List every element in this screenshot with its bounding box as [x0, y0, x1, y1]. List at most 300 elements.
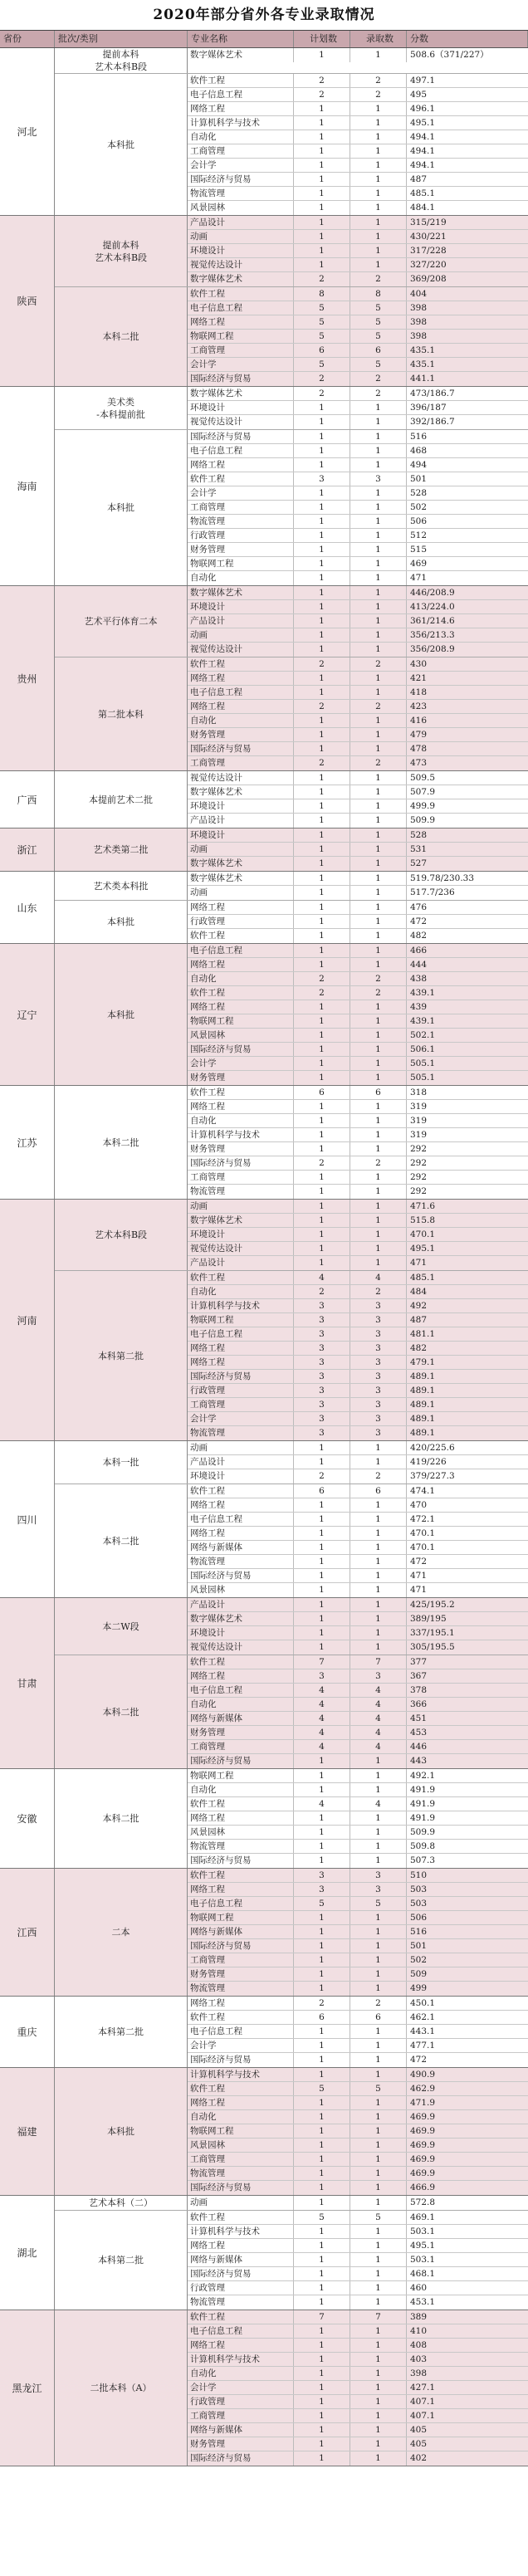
major-cell: 国际经济与贸易 — [188, 1569, 294, 1582]
score-cell: 516 — [410, 432, 428, 442]
table-row — [188, 1299, 528, 1313]
admit-cell: 1 — [350, 2153, 407, 2166]
admit-cell: 1 — [350, 799, 407, 813]
batch-name: 本科二批 — [55, 1086, 188, 1199]
table-row — [188, 600, 528, 614]
major-cell: 工商管理 — [188, 501, 294, 514]
admit-cell: 1 — [350, 48, 407, 62]
admit-cell: 1 — [350, 1939, 407, 1953]
score-cell: 479.1 — [410, 1357, 436, 1367]
admit-cell: 4 — [350, 1740, 407, 1753]
major-cell: 网络工程 — [188, 958, 294, 971]
admit-cell: 1 — [350, 1000, 407, 1014]
admit-cell: 1 — [350, 2039, 407, 2052]
admit-cell: 1 — [350, 1014, 407, 1028]
score-cell: 515.8 — [410, 1215, 436, 1225]
batch-name: 本科批 — [55, 2068, 188, 2195]
major-cell: 自动化 — [188, 972, 294, 985]
admit-cell: 1 — [350, 1754, 407, 1768]
plan-cell: 1 — [294, 2196, 350, 2210]
major-cell: 网络工程 — [188, 1997, 294, 2010]
admit-cell: 7 — [350, 1655, 407, 1669]
major-cell: 产品设计 — [188, 216, 294, 229]
admit-cell: 1 — [350, 1071, 407, 1085]
table-row — [188, 1712, 528, 1726]
admit-cell: 1 — [350, 216, 407, 229]
batch-group — [55, 771, 528, 828]
plan-cell: 1 — [294, 2423, 350, 2437]
plan-cell: 1 — [294, 628, 350, 642]
admit-cell: 1 — [350, 1598, 407, 1611]
admit-cell: 1 — [350, 1185, 407, 1199]
score-cell: 492 — [410, 1301, 428, 1311]
score-cell: 389/195 — [410, 1614, 447, 1624]
score-cell: 453.1 — [410, 2297, 436, 2307]
table-row — [188, 771, 528, 785]
major-cell: 网络工程 — [188, 1811, 294, 1825]
batch-group — [55, 430, 528, 585]
province-name: 安徽 — [0, 1769, 55, 1868]
table-row — [188, 2110, 528, 2124]
table-row — [188, 173, 528, 187]
admit-cell: 1 — [350, 686, 407, 699]
score-cell: 519.78/230.33 — [410, 873, 475, 883]
admit-cell: 1 — [350, 814, 407, 828]
score-cell: 491.9 — [410, 1799, 436, 1809]
admit-cell: 2 — [350, 700, 407, 713]
admit-cell: 1 — [350, 929, 407, 943]
score-cell: 477.1 — [410, 2041, 436, 2051]
plan-cell: 1 — [294, 1014, 350, 1028]
plan-cell: 1 — [294, 1527, 350, 1540]
table-row — [188, 2451, 528, 2466]
batch-name: 二本 — [55, 1869, 188, 1996]
table-row — [188, 1883, 528, 1897]
admit-cell: 4 — [350, 1712, 407, 1725]
score-cell: 438 — [410, 974, 428, 984]
score-cell: 407.1 — [410, 2411, 436, 2421]
province-block — [0, 771, 528, 829]
batch-name: 二批本科（A） — [55, 2310, 188, 2466]
admit-cell: 1 — [350, 742, 407, 755]
batch-group — [55, 2310, 528, 2466]
major-cell: 国际经济与贸易 — [188, 1156, 294, 1170]
table-row — [188, 2011, 528, 2025]
admit-cell: 2 — [350, 972, 407, 985]
table-row — [188, 886, 528, 900]
plan-cell: 1 — [294, 159, 350, 172]
admit-cell: 1 — [350, 785, 407, 799]
score-cell: 435.1 — [410, 359, 436, 369]
table-row — [188, 1426, 528, 1440]
table-row — [188, 2409, 528, 2423]
plan-cell: 1 — [294, 1640, 350, 1655]
score-cell: 476 — [410, 902, 428, 912]
major-cell: 会计学 — [188, 2381, 294, 2394]
plan-cell: 1 — [294, 886, 350, 900]
table-row — [188, 2437, 528, 2451]
table-row — [188, 1769, 528, 1783]
plan-cell: 1 — [294, 1228, 350, 1241]
score-cell: 471 — [410, 1571, 428, 1581]
plan-cell: 1 — [294, 958, 350, 971]
major-cell: 数字媒体艺术 — [188, 272, 294, 286]
score-cell: 512 — [410, 530, 428, 540]
province-block — [0, 2310, 528, 2466]
score-cell: 377 — [410, 1657, 428, 1667]
table-row — [188, 272, 528, 286]
score-cell: 496.1 — [410, 104, 436, 114]
admit-cell: 1 — [350, 1953, 407, 1967]
plan-cell: 7 — [294, 2310, 350, 2324]
score-cell: 487 — [410, 1315, 428, 1325]
score-cell: 398 — [410, 331, 428, 341]
batch-group — [55, 1997, 528, 2067]
score-cell: 489.1 — [410, 1414, 436, 1424]
batch-group — [55, 287, 528, 386]
major-cell: 动画 — [188, 843, 294, 856]
score-cell: 495 — [410, 90, 428, 100]
batch-name: 提前本科 艺术本科B段 — [55, 216, 188, 286]
table-row — [188, 301, 528, 315]
score-cell: 509.9 — [410, 1827, 436, 1837]
major-cell: 工商管理 — [188, 144, 294, 158]
plan-cell: 1 — [294, 1441, 350, 1454]
table-header — [0, 31, 528, 48]
page-title: 2020年部分省外各专业录取情况 — [0, 0, 528, 31]
batch-name: 艺术本科（二） — [55, 2196, 188, 2210]
plan-cell: 4 — [294, 1698, 350, 1711]
admit-cell: 1 — [350, 1911, 407, 1924]
header-plan: 计划数 — [294, 31, 350, 47]
plan-cell: 1 — [294, 1826, 350, 1839]
table-row — [188, 1498, 528, 1513]
table-row — [188, 486, 528, 501]
admit-cell: 3 — [350, 1412, 407, 1425]
plan-cell: 1 — [294, 543, 350, 556]
province-name: 陕西 — [0, 216, 55, 386]
plan-cell: 2 — [294, 1156, 350, 1170]
table-row — [188, 1029, 528, 1043]
table-row — [188, 2211, 528, 2225]
score-cell: 470 — [410, 1500, 428, 1510]
major-cell: 网络工程 — [188, 315, 294, 329]
admit-cell: 1 — [350, 571, 407, 585]
table-row — [188, 2310, 528, 2324]
table-row — [188, 144, 528, 159]
table-row — [188, 915, 528, 929]
score-cell: 405 — [410, 2439, 428, 2449]
plan-cell: 4 — [294, 1712, 350, 1725]
major-cell: 国际经济与贸易 — [188, 1754, 294, 1768]
admit-cell: 1 — [350, 501, 407, 514]
plan-cell: 1 — [294, 600, 350, 613]
plan-cell: 1 — [294, 829, 350, 842]
major-cell: 软件工程 — [188, 1655, 294, 1669]
admit-cell: 1 — [350, 1640, 407, 1655]
major-cell: 软件工程 — [188, 2211, 294, 2224]
table-row — [188, 216, 528, 230]
table-row — [188, 1214, 528, 1228]
major-cell: 数字媒体艺术 — [188, 857, 294, 871]
table-row — [188, 458, 528, 472]
plan-cell: 3 — [294, 472, 350, 486]
major-cell: 财务管理 — [188, 1967, 294, 1981]
admit-cell: 1 — [350, 944, 407, 957]
admit-cell: 1 — [350, 543, 407, 556]
major-cell: 电子信息工程 — [188, 88, 294, 101]
score-cell: 482 — [410, 931, 428, 941]
major-cell: 网络与新媒体 — [188, 2423, 294, 2437]
table-row — [188, 2253, 528, 2267]
table-row — [188, 1271, 528, 1285]
score-cell: 489.1 — [410, 1400, 436, 1410]
table-row — [188, 1669, 528, 1684]
plan-cell: 1 — [294, 929, 350, 943]
major-cell: 网络与新媒体 — [188, 2253, 294, 2266]
province-name: 河南 — [0, 1200, 55, 1440]
admit-cell: 1 — [350, 2196, 407, 2210]
major-cell: 数字媒体艺术 — [188, 1612, 294, 1625]
table-row — [188, 614, 528, 628]
table-row — [188, 1612, 528, 1626]
score-cell: 405 — [410, 2425, 428, 2435]
plan-cell: 1 — [294, 2353, 350, 2366]
plan-cell: 4 — [294, 1271, 350, 1284]
table-row — [188, 2353, 528, 2367]
score-cell: 494 — [410, 460, 428, 470]
plan-cell: 2 — [294, 700, 350, 713]
table-row — [188, 1726, 528, 1740]
score-cell: 379/227.3 — [410, 1471, 455, 1481]
admit-cell: 1 — [350, 458, 407, 472]
table-row — [188, 785, 528, 799]
score-cell: 495.1 — [410, 1244, 436, 1254]
score-cell: 481.1 — [410, 1329, 436, 1339]
admit-cell: 2 — [350, 756, 407, 770]
score-cell: 515 — [410, 545, 428, 555]
score-cell: 494.1 — [410, 132, 436, 142]
table-row — [188, 159, 528, 173]
admit-cell: 5 — [350, 315, 407, 329]
major-cell: 国际经济与贸易 — [188, 1854, 294, 1868]
major-cell: 风景园林 — [188, 1029, 294, 1042]
table-row — [188, 2367, 528, 2381]
province-name: 黑龙江 — [0, 2310, 55, 2466]
score-cell: 403 — [410, 2354, 428, 2364]
table-row — [188, 201, 528, 215]
major-cell: 国际经济与贸易 — [188, 372, 294, 386]
plan-cell: 2 — [294, 387, 350, 400]
admit-cell: 1 — [350, 130, 407, 144]
table-row — [188, 1484, 528, 1498]
table-row — [188, 1469, 528, 1484]
score-cell: 462.1 — [410, 2012, 436, 2022]
batch-group — [55, 216, 528, 287]
admit-cell: 1 — [350, 2053, 407, 2067]
table-row — [188, 2025, 528, 2039]
province-name: 山东 — [0, 872, 55, 943]
score-cell: 441.1 — [410, 374, 436, 384]
score-cell: 528 — [410, 488, 428, 498]
table-row — [188, 1897, 528, 1911]
admit-cell: 1 — [350, 2253, 407, 2266]
admit-cell: 1 — [350, 1455, 407, 1469]
score-cell: 517.7/236 — [410, 887, 455, 897]
admit-cell: 4 — [350, 1271, 407, 1284]
score-cell: 319 — [410, 1116, 428, 1126]
table-row — [188, 756, 528, 770]
batch-name: 本科二批 — [55, 287, 188, 386]
table-row — [188, 857, 528, 871]
table-row — [188, 1527, 528, 1541]
table-row — [188, 944, 528, 958]
table-row — [188, 543, 528, 557]
admit-cell: 1 — [350, 2124, 407, 2138]
admit-cell: 5 — [350, 301, 407, 315]
major-cell: 风景园林 — [188, 2139, 294, 2152]
batch-name: 艺术类第二批 — [55, 829, 188, 871]
admit-cell: 2 — [350, 74, 407, 87]
batch-group — [55, 829, 528, 871]
admit-cell: 1 — [350, 1569, 407, 1582]
major-cell: 财务管理 — [188, 1726, 294, 1739]
score-cell: 366 — [410, 1699, 428, 1709]
province-name: 海南 — [0, 387, 55, 585]
major-cell: 环境设计 — [188, 401, 294, 414]
table-row — [188, 1854, 528, 1868]
admit-cell: 1 — [350, 672, 407, 685]
table-row — [188, 401, 528, 415]
major-cell: 国际经济与贸易 — [188, 430, 294, 443]
admit-cell: 1 — [350, 1527, 407, 1540]
province-name: 贵州 — [0, 586, 55, 770]
score-cell: 396/187 — [410, 403, 447, 413]
plan-cell: 1 — [294, 771, 350, 785]
score-cell: 337/195.1 — [410, 1628, 455, 1638]
score-cell: 427.1 — [410, 2383, 436, 2393]
admit-cell: 1 — [350, 2409, 407, 2422]
batch-group — [55, 901, 528, 943]
table-row — [188, 1569, 528, 1583]
plan-cell: 1 — [294, 2253, 350, 2266]
table-row — [188, 2181, 528, 2195]
table-row — [188, 557, 528, 571]
score-cell: 443.1 — [410, 2026, 436, 2036]
plan-cell: 2 — [294, 756, 350, 770]
plan-cell: 4 — [294, 1684, 350, 1697]
score-cell: 516 — [410, 1927, 428, 1937]
admit-cell: 1 — [350, 600, 407, 613]
plan-cell: 1 — [294, 799, 350, 813]
batch-name: 本二W段 — [55, 1598, 188, 1655]
major-cell: 网络工程 — [188, 1356, 294, 1369]
province-block — [0, 1869, 528, 1997]
table-row — [188, 1313, 528, 1327]
admit-cell: 2 — [350, 657, 407, 671]
plan-cell: 2 — [294, 1469, 350, 1484]
major-cell: 电子信息工程 — [188, 2324, 294, 2338]
province-block — [0, 944, 528, 1086]
plan-cell: 1 — [294, 144, 350, 158]
plan-cell: 1 — [294, 1043, 350, 1056]
admit-cell: 3 — [350, 1669, 407, 1683]
major-cell: 物联网工程 — [188, 557, 294, 570]
plan-cell: 2 — [294, 657, 350, 671]
admit-cell: 1 — [350, 2139, 407, 2152]
table-row — [188, 1982, 528, 1996]
major-cell: 国际经济与贸易 — [188, 1370, 294, 1383]
batch-group — [55, 387, 528, 430]
batch-group — [55, 2068, 528, 2195]
major-cell: 视觉传达设计 — [188, 1242, 294, 1255]
plan-cell: 1 — [294, 686, 350, 699]
batch-group — [55, 1441, 528, 1484]
admit-cell: 1 — [350, 2381, 407, 2394]
major-cell: 行政管理 — [188, 529, 294, 542]
admit-cell: 1 — [350, 1498, 407, 1512]
major-cell: 动画 — [188, 230, 294, 243]
major-cell: 网络工程 — [188, 1342, 294, 1355]
plan-cell: 1 — [294, 1498, 350, 1512]
major-cell: 动画 — [188, 1200, 294, 1213]
admit-cell: 1 — [350, 1840, 407, 1853]
admit-cell: 4 — [350, 1726, 407, 1739]
score-cell: 501 — [410, 474, 428, 484]
major-cell: 电子信息工程 — [188, 944, 294, 957]
score-cell: 392/186.7 — [410, 417, 455, 427]
score-cell: 471 — [410, 1258, 428, 1268]
score-cell: 469 — [410, 559, 428, 569]
table-row — [188, 2096, 528, 2110]
admit-cell: 1 — [350, 771, 407, 785]
table-row — [188, 2082, 528, 2096]
admit-cell: 3 — [350, 1869, 407, 1882]
major-cell: 物流管理 — [188, 515, 294, 528]
province-name: 浙江 — [0, 829, 55, 871]
admit-cell: 1 — [350, 829, 407, 842]
plan-cell: 1 — [294, 2409, 350, 2422]
table-row — [188, 2381, 528, 2395]
batch-name: 艺术平行体育二本 — [55, 586, 188, 657]
admit-cell: 1 — [350, 728, 407, 741]
major-cell: 自动化 — [188, 2367, 294, 2380]
score-cell: 510 — [410, 1870, 428, 1880]
batch-name: 本科批 — [55, 430, 188, 585]
major-cell: 数字媒体艺术 — [188, 48, 294, 62]
admit-cell: 1 — [350, 1583, 407, 1597]
major-cell: 财务管理 — [188, 1142, 294, 1156]
admit-cell: 4 — [350, 1698, 407, 1711]
table-row — [188, 472, 528, 486]
admit-cell: 1 — [350, 1811, 407, 1825]
major-cell: 网络工程 — [188, 1883, 294, 1896]
table-row — [188, 1156, 528, 1171]
major-cell: 计算机科学与技术 — [188, 116, 294, 130]
plan-cell: 6 — [294, 344, 350, 357]
table-row — [188, 2339, 528, 2353]
table-row — [188, 1698, 528, 1712]
table-row — [188, 686, 528, 700]
table-row — [188, 501, 528, 515]
table-row — [188, 258, 528, 272]
batch-group — [55, 586, 528, 657]
score-cell: 420/225.6 — [410, 1443, 455, 1453]
table-row — [188, 2139, 528, 2153]
score-cell: 378 — [410, 1685, 428, 1695]
plan-cell: 1 — [294, 728, 350, 741]
score-cell: 446 — [410, 1742, 428, 1752]
